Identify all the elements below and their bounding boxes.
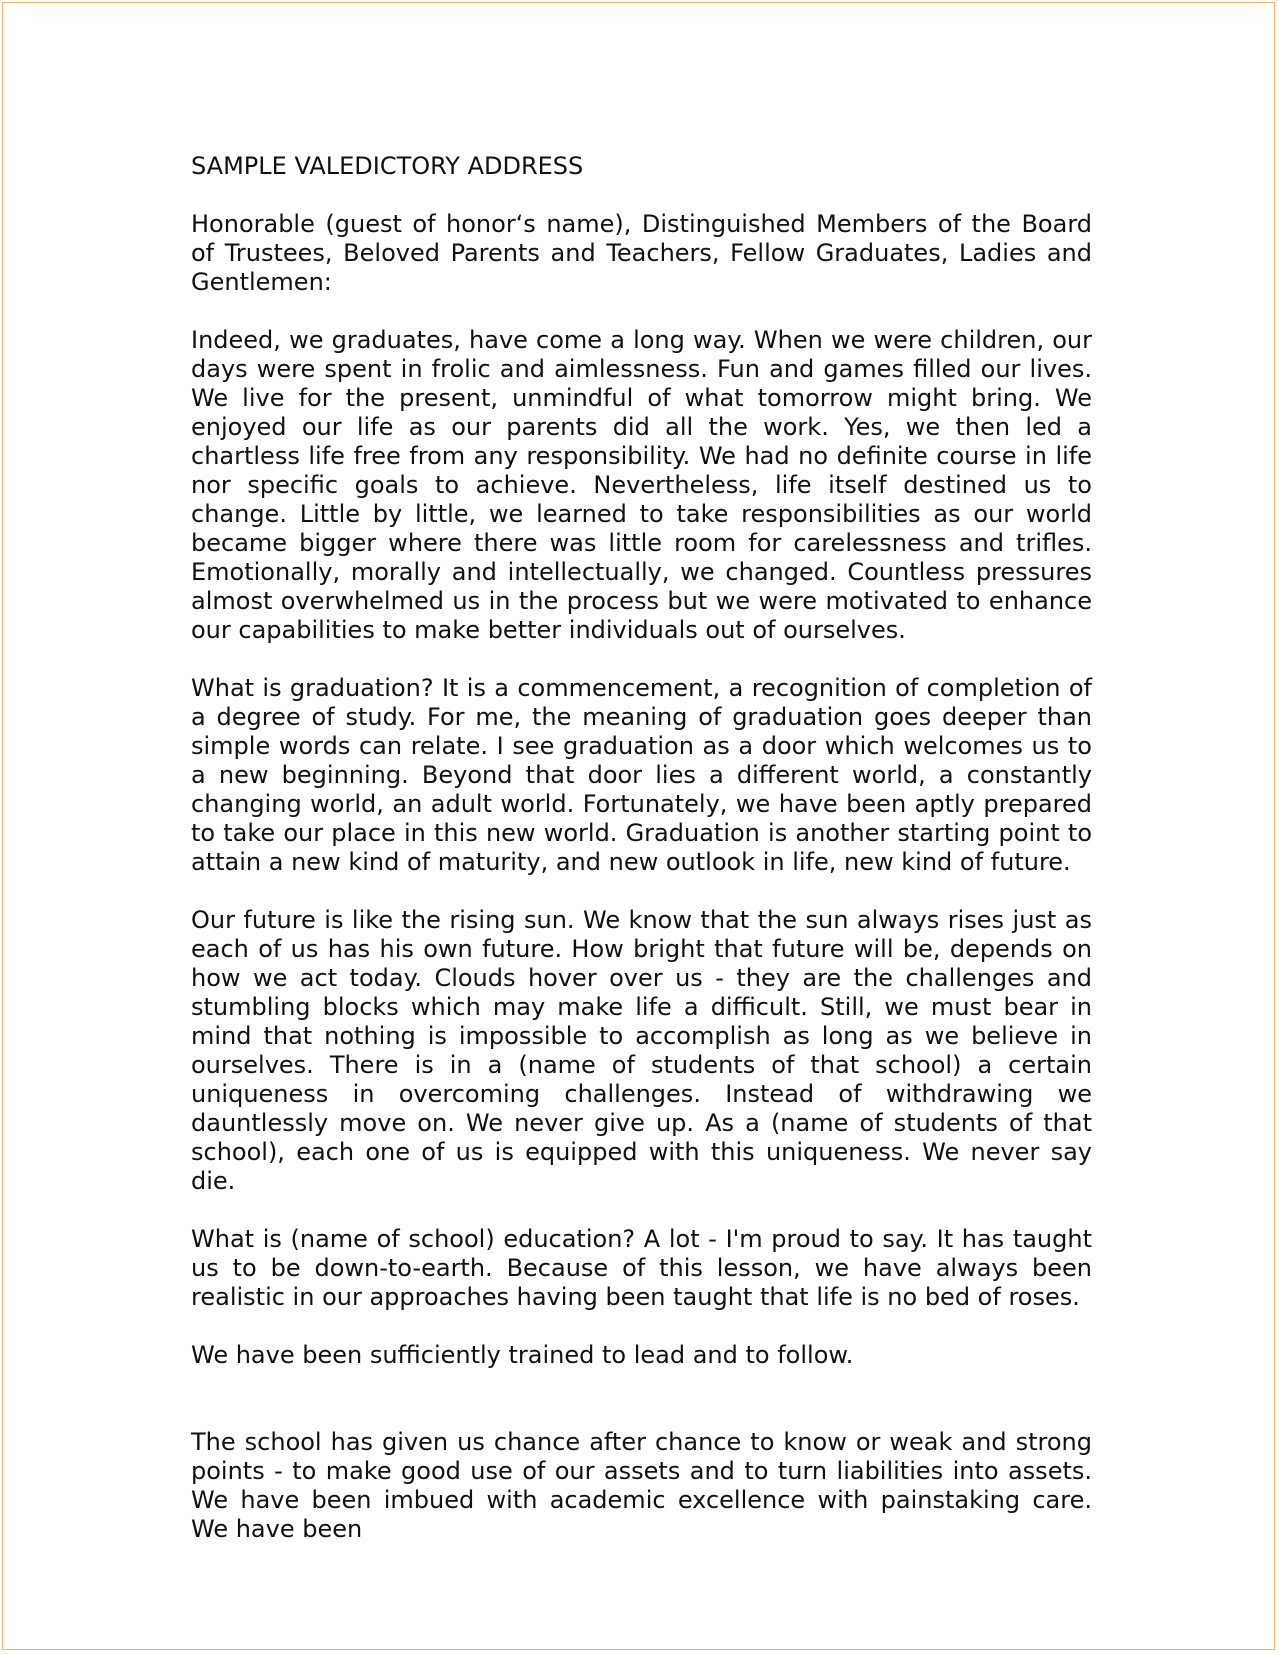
paragraph-3: Our future is like the rising sun. We know that the sun always rises just as each of us has his own future. How bright that future will be, depends on how we act today. Clouds hover over us - they are the challenges and stumbling blocks which may make life a difficult. Still, we must bear in mind that nothing is impossible to accomplish as long as we believe in ourselves. There is in a (name of students of that school) a certain uniqueness in overcoming challenges. Instead of withdrawing we dauntlessly move on. We never give up. As a (name of students of that school), each one of us is equipped with this uniqueness. We never say die.: [191, 906, 1092, 1195]
document-body: [191, 152, 1092, 1573]
paragraph-2: What is graduation? It is a commencement, a recognition of completion of a degree of study. For me, the meaning of graduation goes deeper than simple words can relate. I see graduation as a door which welcomes us to a new beginning. Beyond that door lies a different world, a constantly changing world, an adult world. Fortunately, we have been aptly prepared to take our place in this new world. Graduation is another starting point to attain a new kind of maturity, and new outlook in life, new kind of future.: [191, 674, 1092, 876]
paragraph-1: Indeed, we graduates, have come a long way. When we were children, our days were spent in frolic and aimlessness. Fun and games filled our lives. We live for the present, unmindful of what tomorrow might bring. We enjoyed our life as our parents did all the work. Yes, we then led a chartless life free from any responsibility. We had no definite course in life nor specific goals to achieve. Nevertheless, life itself destined us to change. Little by little, we learned to take responsibilities as our world became bigger where there was little room for carelessness and trifles. Emotionally, morally and intellectually, we changed. Countless pressures almost overwhelmed us in the process but we were motivated to enhance our capabilities to make better individuals out of ourselves.: [191, 326, 1092, 644]
document-page: [2, 2, 1275, 1650]
document-title: SAMPLE VALEDICTORY ADDRESS: [191, 152, 584, 180]
paragraph-4: What is (name of school) education? A lot - I'm proud to say. It has taught us to be down-to-earth. Because of this lesson, we have always been realistic in our approaches having been taught that life is no bed of roses.: [191, 1225, 1092, 1311]
paragraph-6: The school has given us chance after chance to know or weak and strong points - to make good use of our assets and to turn liabilities into assets. We have been imbued with academic excellence with painstaking care. We have been: [191, 1428, 1092, 1543]
paragraph-5: We have been sufficiently trained to lead and to follow.: [191, 1341, 854, 1369]
salutation: Honorable (guest of honor‘s name), Distinguished Members of the Board of Trustees, Beloved Parents and Teachers, Fellow Graduates, Ladies and Gentlemen:: [191, 210, 1092, 296]
